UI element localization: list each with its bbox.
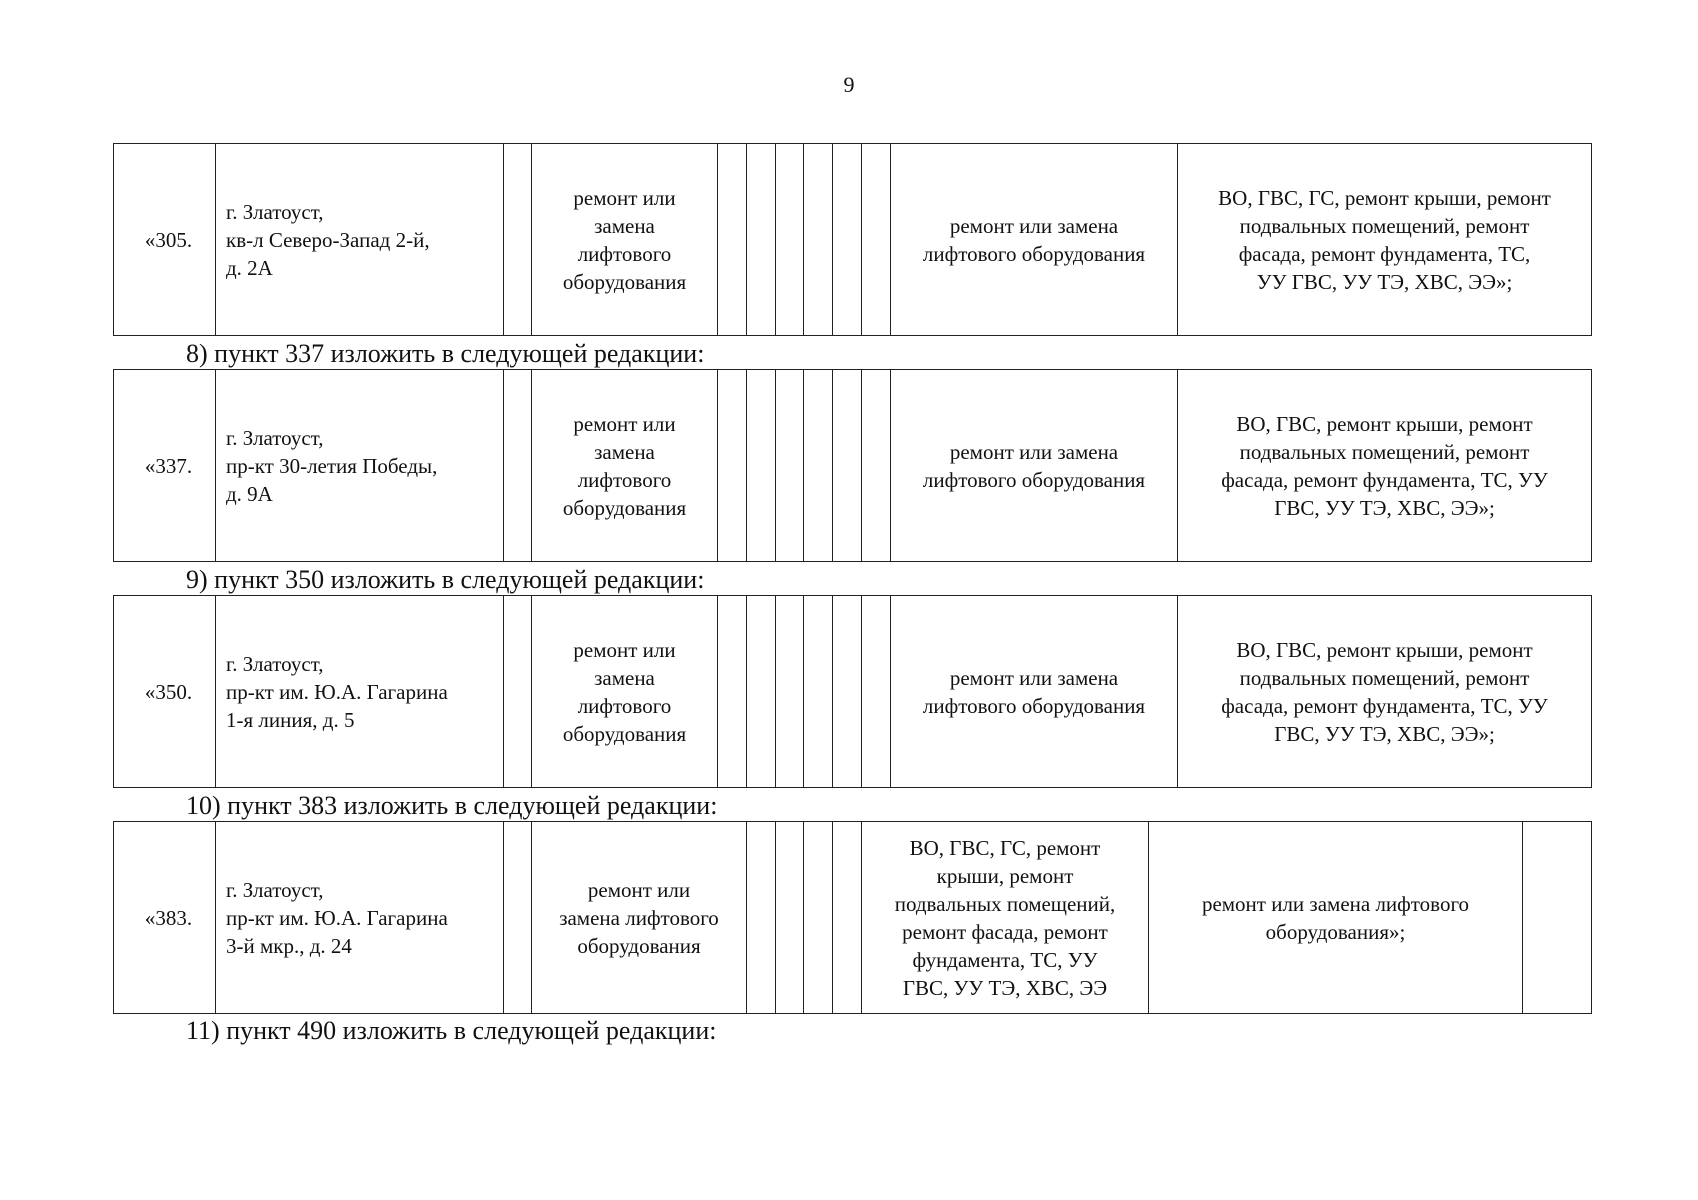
- empty-cell: [747, 370, 776, 562]
- work-line: ремонт или замена: [949, 439, 1119, 464]
- empty-cell: [833, 370, 862, 562]
- address-line: г. Златоуст,: [226, 651, 324, 676]
- address-line: г. Златоуст,: [226, 425, 324, 450]
- amendment-table-305: [113, 143, 1592, 336]
- address-line: 1-я линия, д. 5: [226, 707, 355, 732]
- amendment-instruction: 11) пункт 490 изложить в следующей редакции:: [186, 1016, 717, 1045]
- table-row: [114, 370, 1592, 562]
- empty-cell: [776, 370, 804, 562]
- work-line: лифтового оборудования: [922, 467, 1146, 492]
- services-cell: [862, 822, 1149, 1014]
- work-line: оборудования»;: [1265, 919, 1406, 944]
- services-line: ГВС, УУ ТЭ, ХВС, ЭЭ»;: [1274, 721, 1495, 746]
- services-line: ВО, ГВС, ГС, ремонт: [909, 835, 1101, 860]
- address-cell: [216, 370, 504, 562]
- services-cell: [1178, 144, 1592, 336]
- address-line: пр-кт им. Ю.А. Гагарина: [226, 679, 448, 704]
- item-number: «305.: [114, 144, 216, 336]
- empty-cell: [776, 822, 804, 1014]
- table-row: [114, 144, 1592, 336]
- work-line: ремонт или: [587, 877, 691, 902]
- work-line: лифтового: [577, 241, 672, 266]
- amendment-instruction: 8) пункт 337 изложить в следующей редакции:: [186, 339, 705, 368]
- table-row: [114, 822, 1592, 1014]
- address-cell: [216, 144, 504, 336]
- empty-cell: [833, 822, 862, 1014]
- work-type-cell: [891, 596, 1178, 788]
- services-line: фасада, ремонт фундамента, ТС, УУ: [1221, 693, 1548, 718]
- table-row: [114, 596, 1592, 788]
- services-line: ВО, ГВС, ремонт крыши, ремонт: [1236, 411, 1533, 436]
- empty-cell: [504, 822, 532, 1014]
- empty-cell: [804, 596, 833, 788]
- empty-cell: [718, 370, 747, 562]
- amendment-instruction: 10) пункт 383 изложить в следующей редакции:: [186, 791, 718, 820]
- empty-cell: [718, 596, 747, 788]
- address-line: кв-л Северо-Запад 2-й,: [226, 227, 430, 252]
- services-cell: [1178, 596, 1592, 788]
- work-line: ремонт или замена: [949, 213, 1119, 238]
- amendment-instruction: 9) пункт 350 изложить в следующей редакции:: [186, 565, 705, 594]
- work-line: ремонт или замена: [949, 665, 1119, 690]
- page-number: 9: [843, 72, 855, 97]
- work-line: оборудования: [562, 721, 687, 746]
- work-line: ремонт или замена лифтового: [1201, 891, 1470, 916]
- work-type-cell: [891, 370, 1178, 562]
- services-line: подвальных помещений, ремонт: [1239, 213, 1530, 238]
- services-line: УУ ГВС, УУ ТЭ, ХВС, ЭЭ»;: [1256, 269, 1513, 294]
- empty-cell: [504, 370, 532, 562]
- amendment-table-383: [113, 821, 1592, 1014]
- services-line: подвальных помещений,: [894, 891, 1116, 916]
- work-type-cell: [891, 144, 1178, 336]
- empty-cell: [504, 144, 532, 336]
- address-line: г. Златоуст,: [226, 199, 324, 224]
- item-number: «383.: [114, 822, 216, 1014]
- work-line: замена: [594, 439, 655, 464]
- empty-cell: [862, 596, 891, 788]
- empty-cell: [747, 596, 776, 788]
- address-line: 3-й мкр., д. 24: [226, 933, 352, 958]
- amendment-table-337: [113, 369, 1592, 562]
- work-line: лифтового оборудования: [922, 693, 1146, 718]
- services-line: подвальных помещений, ремонт: [1239, 665, 1530, 690]
- item-number: «337.: [114, 370, 216, 562]
- empty-cell: [747, 822, 776, 1014]
- amendment-table-350: [113, 595, 1592, 788]
- empty-cell: [718, 144, 747, 336]
- address-line: г. Златоуст,: [226, 877, 324, 902]
- services-cell: [1178, 370, 1592, 562]
- empty-cell: [862, 144, 891, 336]
- services-line: фасада, ремонт фундамента, ТС,: [1238, 241, 1531, 266]
- empty-cell: [833, 596, 862, 788]
- address-line: пр-кт 30-летия Победы,: [226, 453, 438, 478]
- empty-cell: [833, 144, 862, 336]
- address-line: пр-кт им. Ю.А. Гагарина: [226, 905, 448, 930]
- services-line: ремонт фасада, ремонт: [902, 919, 1108, 944]
- work-type-cell: [532, 822, 747, 1014]
- services-line: фасада, ремонт фундамента, ТС, УУ: [1221, 467, 1548, 492]
- work-type-cell: [532, 144, 718, 336]
- services-line: ВО, ГВС, ГС, ремонт крыши, ремонт: [1218, 185, 1551, 210]
- work-line: замена лифтового: [559, 905, 719, 930]
- empty-cell: [804, 370, 833, 562]
- services-line: ГВС, УУ ТЭ, ХВС, ЭЭ»;: [1274, 495, 1495, 520]
- work-type-cell: [532, 596, 718, 788]
- empty-cell: [776, 144, 804, 336]
- work-line: оборудования: [562, 495, 687, 520]
- empty-cell: [776, 596, 804, 788]
- empty-cell: [747, 144, 776, 336]
- address-line: д. 9А: [226, 481, 273, 506]
- services-line: ВО, ГВС, ремонт крыши, ремонт: [1236, 637, 1533, 662]
- work-line: оборудования: [577, 933, 701, 958]
- address-cell: [216, 596, 504, 788]
- work-line: ремонт или: [573, 411, 676, 436]
- empty-cell: [804, 144, 833, 336]
- services-line: подвальных помещений, ремонт: [1239, 439, 1530, 464]
- empty-cell: [862, 370, 891, 562]
- services-line: крыши, ремонт: [936, 863, 1074, 888]
- work-line: оборудования: [562, 269, 687, 294]
- work-line: замена: [594, 665, 655, 690]
- work-line: лифтового оборудования: [922, 241, 1146, 266]
- empty-cell: [804, 822, 833, 1014]
- services-line: фундамента, ТС, УУ: [912, 947, 1098, 972]
- work-line: замена: [594, 213, 655, 238]
- work-type-cell: [1149, 822, 1523, 1014]
- work-line: ремонт или: [573, 637, 676, 662]
- work-type-cell: [532, 370, 718, 562]
- services-line: ГВС, УУ ТЭ, ХВС, ЭЭ: [902, 975, 1108, 1000]
- work-line: лифтового: [577, 693, 672, 718]
- address-line: д. 2А: [226, 255, 273, 280]
- work-line: ремонт или: [573, 185, 676, 210]
- address-cell: [216, 822, 504, 1014]
- item-number: «350.: [114, 596, 216, 788]
- work-line: лифтового: [577, 467, 672, 492]
- empty-cell: [1523, 822, 1592, 1014]
- empty-cell: [504, 596, 532, 788]
